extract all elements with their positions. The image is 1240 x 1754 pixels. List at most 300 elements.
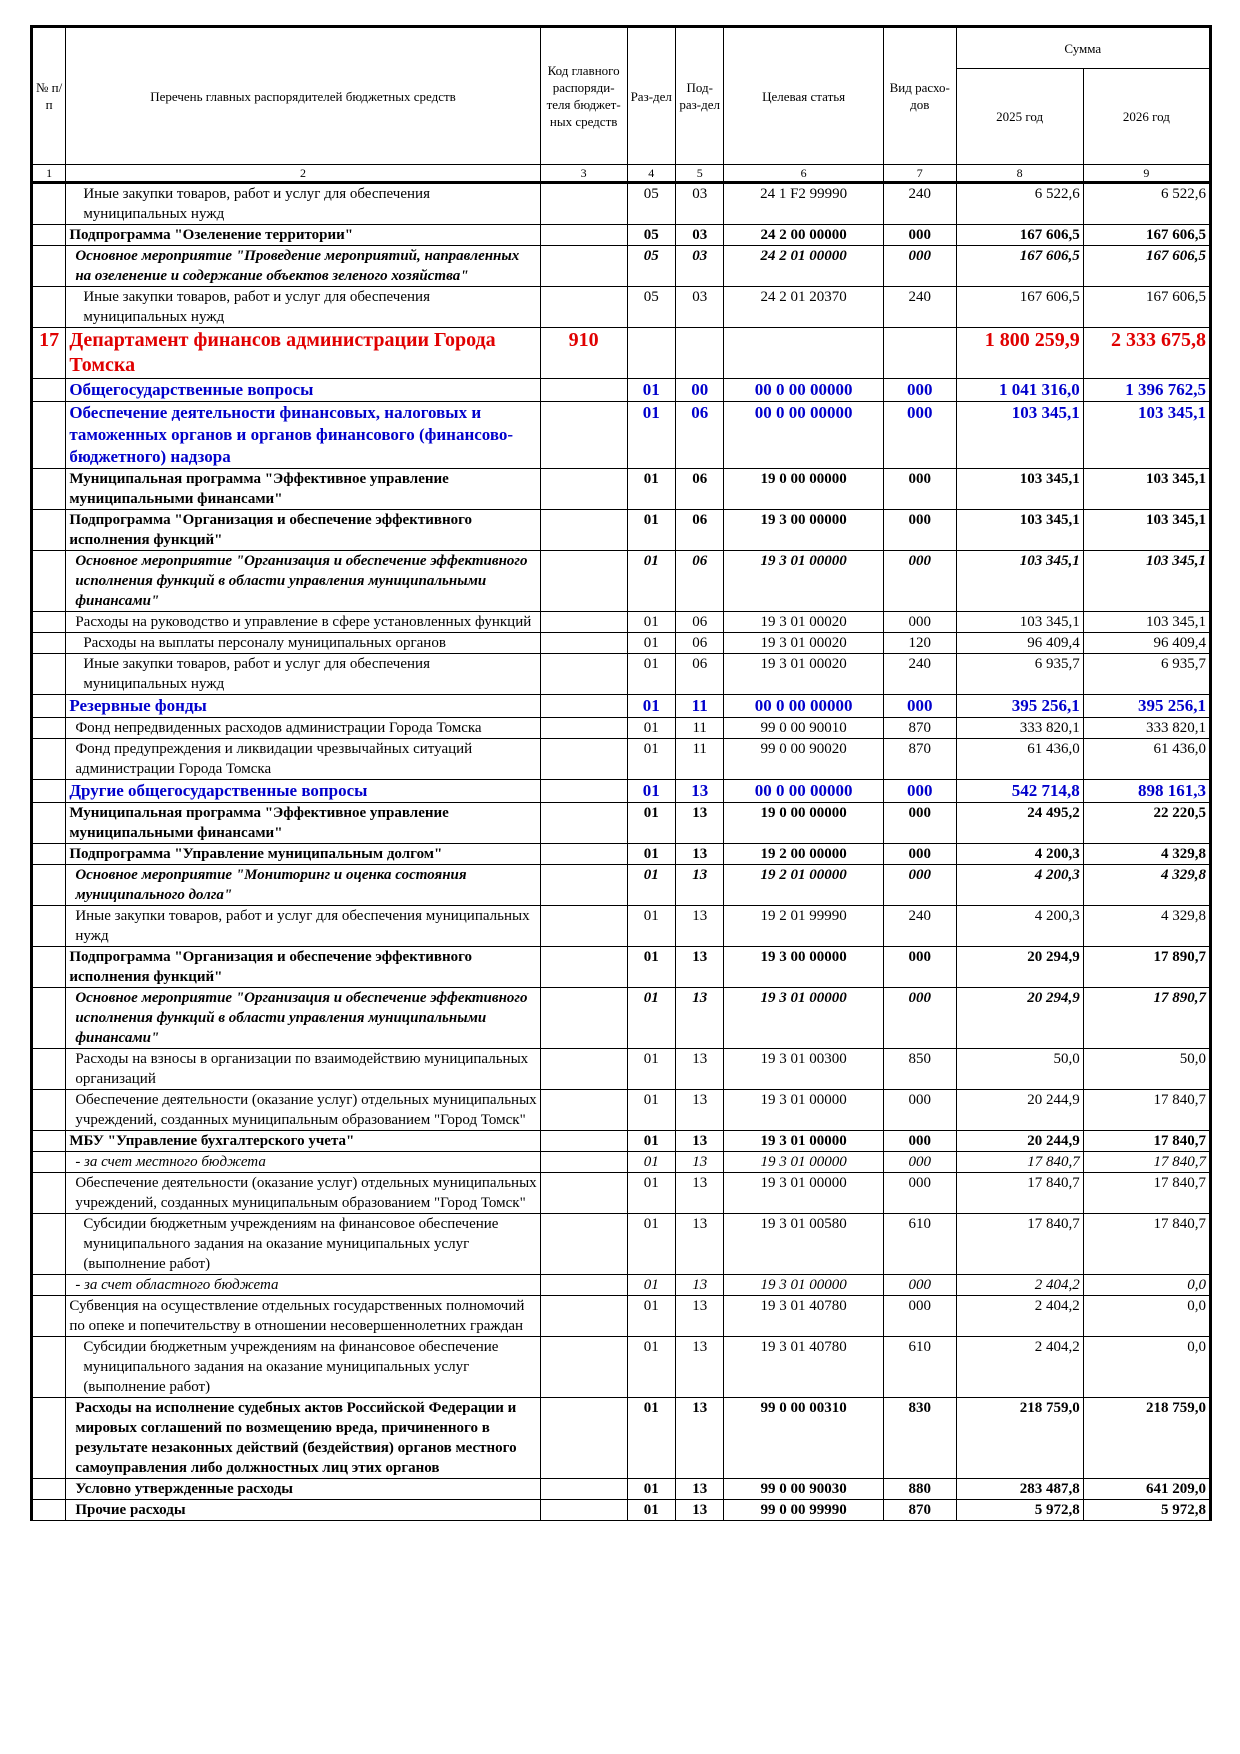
table-row <box>32 633 1211 654</box>
row-number <box>32 803 66 844</box>
row-razdel: 01 <box>627 1337 675 1398</box>
table-row <box>32 1398 1211 1479</box>
row-sum-2025: 50,0 <box>956 1049 1083 1090</box>
row-target: 99 0 00 90020 <box>724 739 883 780</box>
row-sum-2025: 103 345,1 <box>956 551 1083 612</box>
row-name <box>66 906 540 947</box>
row-name <box>66 865 540 906</box>
row-target: 24 2 01 00000 <box>724 246 883 287</box>
row-sum-2025: 103 345,1 <box>956 510 1083 551</box>
row-name <box>66 739 540 780</box>
row-target: 99 0 00 99990 <box>724 1500 883 1521</box>
row-podrazdel: 03 <box>675 225 723 246</box>
row-number: 17 <box>32 328 66 379</box>
row-code <box>540 1152 627 1173</box>
row-name <box>66 612 540 633</box>
row-name: Подпрограмма "Организация и обеспечение эффективного исполнения функций" <box>66 510 540 551</box>
row-target: 19 0 00 00000 <box>724 469 883 510</box>
row-sum-2025: 333 820,1 <box>956 718 1083 739</box>
row-name-text: Иные закупки товаров, работ и услуг для обеспечения муниципальных нужд <box>83 186 430 222</box>
row-podrazdel: 13 <box>675 1398 723 1479</box>
row-name-text: Основное мероприятие "Организация и обеспечение эффективного исполнения функций в области управления муниципальными финансами" <box>75 990 528 1046</box>
row-number <box>32 739 66 780</box>
row-vid: 000 <box>883 612 956 633</box>
row-name <box>66 287 540 328</box>
row-target: 99 0 00 00310 <box>724 1398 883 1479</box>
row-razdel: 01 <box>627 739 675 780</box>
row-podrazdel: 13 <box>675 1131 723 1152</box>
row-sum-2026: 5 972,8 <box>1083 1500 1210 1521</box>
row-sum-2025: 24 495,2 <box>956 803 1083 844</box>
row-vid: 240 <box>883 654 956 695</box>
row-name-text: Субсидии бюджетным учреждениям на финансовое обеспечение муниципального задания на оказание муниципальных услуг (выполнение работ) <box>83 1216 499 1272</box>
row-sum-2025: 17 840,7 <box>956 1214 1083 1275</box>
row-number <box>32 551 66 612</box>
row-name: Субвенция на осуществление отдельных государственных полномочий по опеке и попечительству в отношении несовершеннолетних граждан <box>66 1296 540 1337</box>
row-sum-2026: 4 329,8 <box>1083 844 1210 865</box>
row-sum-2026: 167 606,5 <box>1083 246 1210 287</box>
row-code <box>540 246 627 287</box>
row-razdel: 01 <box>627 402 675 469</box>
colnum-7: 7 <box>883 165 956 183</box>
row-sum-2026: 333 820,1 <box>1083 718 1210 739</box>
header-sum: Сумма <box>956 27 1210 69</box>
row-vid: 000 <box>883 844 956 865</box>
row-code <box>540 906 627 947</box>
row-code <box>540 183 627 225</box>
row-number <box>32 1090 66 1131</box>
header-num: № п/п <box>32 27 66 165</box>
row-number <box>32 1275 66 1296</box>
header-vid: Вид расхо-дов <box>883 27 956 165</box>
row-target: 00 0 00 00000 <box>724 780 883 803</box>
table-row <box>32 739 1211 780</box>
row-code <box>540 1090 627 1131</box>
row-razdel: 01 <box>627 1479 675 1500</box>
row-vid: 000 <box>883 1131 956 1152</box>
row-podrazdel: 13 <box>675 947 723 988</box>
row-podrazdel: 13 <box>675 1296 723 1337</box>
row-code <box>540 1173 627 1214</box>
row-sum-2025: 103 345,1 <box>956 402 1083 469</box>
row-name <box>66 1173 540 1214</box>
table-row <box>32 551 1211 612</box>
row-target: 19 3 01 00300 <box>724 1049 883 1090</box>
row-sum-2026: 0,0 <box>1083 1296 1210 1337</box>
row-code <box>540 865 627 906</box>
row-vid: 000 <box>883 947 956 988</box>
row-sum-2025: 17 840,7 <box>956 1173 1083 1214</box>
row-target: 19 3 01 00020 <box>724 612 883 633</box>
colnum-8: 8 <box>956 165 1083 183</box>
table-row <box>32 1090 1211 1131</box>
row-sum-2026: 103 345,1 <box>1083 469 1210 510</box>
row-code <box>540 1214 627 1275</box>
row-name: Резервные фонды <box>66 695 540 718</box>
row-podrazdel: 13 <box>675 1479 723 1500</box>
row-podrazdel: 00 <box>675 379 723 402</box>
row-code <box>540 1049 627 1090</box>
row-name-text: Фонд непредвиденных расходов администрации Города Томска <box>75 720 482 736</box>
row-podrazdel: 03 <box>675 183 723 225</box>
table-row <box>32 906 1211 947</box>
row-razdel: 01 <box>627 1090 675 1131</box>
header-code: Код главного распоряди-теля бюджет-ных средств <box>540 27 627 165</box>
row-vid: 870 <box>883 739 956 780</box>
row-sum-2025: 6 935,7 <box>956 654 1083 695</box>
table-row <box>32 718 1211 739</box>
row-name-text: Иные закупки товаров, работ и услуг для обеспечения муниципальных нужд <box>83 656 430 692</box>
row-sum-2025: 395 256,1 <box>956 695 1083 718</box>
row-code <box>540 1337 627 1398</box>
budget-table <box>30 25 1212 1521</box>
row-name-text: Расходы на взносы в организации по взаимодействию муниципальных организаций <box>75 1051 529 1087</box>
table-row <box>32 469 1211 510</box>
row-vid: 000 <box>883 551 956 612</box>
row-vid: 000 <box>883 402 956 469</box>
row-sum-2025: 61 436,0 <box>956 739 1083 780</box>
colnum-2: 2 <box>66 165 540 183</box>
row-code <box>540 402 627 469</box>
row-number <box>32 695 66 718</box>
table-row <box>32 379 1211 402</box>
table-row <box>32 865 1211 906</box>
row-podrazdel: 03 <box>675 287 723 328</box>
table-row <box>32 1214 1211 1275</box>
row-code <box>540 633 627 654</box>
row-podrazdel: 13 <box>675 865 723 906</box>
row-name: Подпрограмма "Управление муниципальным долгом" <box>66 844 540 865</box>
row-sum-2026: 50,0 <box>1083 1049 1210 1090</box>
row-name: Общегосударственные вопросы <box>66 379 540 402</box>
row-razdel: 05 <box>627 183 675 225</box>
row-name <box>66 551 540 612</box>
row-code <box>540 718 627 739</box>
row-target: 19 3 00 00000 <box>724 510 883 551</box>
row-sum-2025: 5 972,8 <box>956 1500 1083 1521</box>
row-target: 00 0 00 00000 <box>724 695 883 718</box>
row-razdel: 01 <box>627 633 675 654</box>
row-target: 19 0 00 00000 <box>724 803 883 844</box>
budget-sheet <box>30 25 1212 1521</box>
colnum-6: 6 <box>724 165 883 183</box>
row-code <box>540 780 627 803</box>
row-name-text: Обеспечение деятельности (оказание услуг) отдельных муниципальных учреждений, созданных муниципальным образованием "Город Томск" <box>75 1092 537 1128</box>
row-name <box>66 718 540 739</box>
row-sum-2026: 17 840,7 <box>1083 1173 1210 1214</box>
row-razdel: 05 <box>627 225 675 246</box>
row-vid: 000 <box>883 246 956 287</box>
row-number <box>32 1337 66 1398</box>
row-vid: 240 <box>883 183 956 225</box>
row-podrazdel: 13 <box>675 844 723 865</box>
row-target: 19 2 01 00000 <box>724 865 883 906</box>
row-sum-2026: 167 606,5 <box>1083 287 1210 328</box>
row-sum-2025: 4 200,3 <box>956 906 1083 947</box>
header-target: Целевая статья <box>724 27 883 165</box>
row-name: Обеспечение деятельности финансовых, налоговых и таможенных органов и органов финансового (финансово-бюджетного) надзора <box>66 402 540 469</box>
row-razdel: 01 <box>627 1152 675 1173</box>
row-name <box>66 633 540 654</box>
row-podrazdel: 13 <box>675 1214 723 1275</box>
row-razdel: 01 <box>627 1296 675 1337</box>
row-sum-2026: 103 345,1 <box>1083 612 1210 633</box>
row-target: 19 3 01 00020 <box>724 633 883 654</box>
row-vid: 830 <box>883 1398 956 1479</box>
row-sum-2026: 1 396 762,5 <box>1083 379 1210 402</box>
row-number <box>32 906 66 947</box>
row-code <box>540 469 627 510</box>
row-target: 00 0 00 00000 <box>724 402 883 469</box>
row-code <box>540 654 627 695</box>
row-code <box>540 695 627 718</box>
row-sum-2025: 20 294,9 <box>956 988 1083 1049</box>
row-vid: 240 <box>883 287 956 328</box>
row-name-text: Основное мероприятие "Организация и обеспечение эффективного исполнения функций в области управления муниципальными финансами" <box>75 553 528 609</box>
row-number <box>32 402 66 469</box>
row-podrazdel: 06 <box>675 654 723 695</box>
row-number <box>32 287 66 328</box>
row-vid: 000 <box>883 1173 956 1214</box>
row-name-text: Расходы на исполнение судебных актов Российской Федерации и мировых соглашений по возмещению вреда, причиненного в результате незаконных действий (бездействия) органов местного самоуправления либо должностных лиц этих органов <box>75 1400 517 1476</box>
row-code <box>540 1275 627 1296</box>
row-vid: 000 <box>883 695 956 718</box>
row-razdel: 01 <box>627 1214 675 1275</box>
row-number <box>32 718 66 739</box>
row-sum-2025: 103 345,1 <box>956 469 1083 510</box>
table-row <box>32 1275 1211 1296</box>
row-name: Другие общегосударственные вопросы <box>66 780 540 803</box>
row-sum-2025: 6 522,6 <box>956 183 1083 225</box>
row-sum-2025: 20 244,9 <box>956 1090 1083 1131</box>
row-code <box>540 844 627 865</box>
table-row <box>32 246 1211 287</box>
row-name <box>66 246 540 287</box>
row-razdel: 01 <box>627 1275 675 1296</box>
row-sum-2026: 103 345,1 <box>1083 510 1210 551</box>
row-sum-2026: 17 890,7 <box>1083 988 1210 1049</box>
row-vid: 000 <box>883 1296 956 1337</box>
row-name <box>66 1275 540 1296</box>
row-sum-2026: 103 345,1 <box>1083 551 1210 612</box>
row-podrazdel: 13 <box>675 1173 723 1214</box>
table-row <box>32 695 1211 718</box>
row-sum-2025: 17 840,7 <box>956 1152 1083 1173</box>
row-target: 19 3 01 00000 <box>724 551 883 612</box>
row-vid: 000 <box>883 1152 956 1173</box>
row-vid: 610 <box>883 1337 956 1398</box>
row-name <box>66 654 540 695</box>
row-number <box>32 1049 66 1090</box>
table-row <box>32 780 1211 803</box>
row-sum-2026: 17 840,7 <box>1083 1131 1210 1152</box>
row-sum-2025: 2 404,2 <box>956 1296 1083 1337</box>
row-podrazdel: 11 <box>675 739 723 780</box>
row-name <box>66 1049 540 1090</box>
row-number <box>32 612 66 633</box>
row-razdel: 01 <box>627 844 675 865</box>
row-code <box>540 1131 627 1152</box>
table-row <box>32 510 1211 551</box>
row-razdel <box>627 328 675 379</box>
row-name-text: Основное мероприятие "Проведение мероприятий, направленных на озеленение и содержание объектов зеленого хозяйства" <box>75 248 520 284</box>
row-sum-2025: 20 294,9 <box>956 947 1083 988</box>
row-name-text: Расходы на выплаты персоналу муниципальных органов <box>83 635 446 651</box>
row-target: 00 0 00 00000 <box>724 379 883 402</box>
row-sum-2025: 167 606,5 <box>956 246 1083 287</box>
row-razdel: 01 <box>627 988 675 1049</box>
row-podrazdel: 13 <box>675 988 723 1049</box>
row-vid: 000 <box>883 510 956 551</box>
table-row <box>32 1049 1211 1090</box>
table-row <box>32 1500 1211 1521</box>
row-name: Подпрограмма "Организация и обеспечение эффективного исполнения функций" <box>66 947 540 988</box>
row-vid: 120 <box>883 633 956 654</box>
row-sum-2025: 2 404,2 <box>956 1275 1083 1296</box>
row-sum-2025: 542 714,8 <box>956 780 1083 803</box>
row-razdel: 01 <box>627 612 675 633</box>
row-sum-2025: 2 404,2 <box>956 1337 1083 1398</box>
row-podrazdel: 13 <box>675 906 723 947</box>
table-body <box>32 183 1211 1521</box>
row-podrazdel: 06 <box>675 633 723 654</box>
row-target: 19 3 01 00020 <box>724 654 883 695</box>
row-podrazdel: 13 <box>675 1090 723 1131</box>
row-number <box>32 1479 66 1500</box>
row-name-text: Субсидии бюджетным учреждениям на финансовое обеспечение муниципального задания на оказание муниципальных услуг (выполнение работ) <box>83 1339 499 1395</box>
header-razdel: Раз-дел <box>627 27 675 165</box>
row-podrazdel: 13 <box>675 803 723 844</box>
row-sum-2025: 4 200,3 <box>956 844 1083 865</box>
row-name-text: Условно утвержденные расходы <box>75 1481 293 1497</box>
row-podrazdel: 13 <box>675 1337 723 1398</box>
row-number <box>32 633 66 654</box>
row-sum-2025: 1 041 316,0 <box>956 379 1083 402</box>
row-podrazdel: 13 <box>675 1500 723 1521</box>
row-name: МБУ "Управление бухгалтерского учета" <box>66 1131 540 1152</box>
row-razdel: 01 <box>627 718 675 739</box>
table-row <box>32 328 1211 379</box>
row-target: 19 3 00 00000 <box>724 947 883 988</box>
row-vid: 000 <box>883 865 956 906</box>
row-sum-2026: 17 840,7 <box>1083 1214 1210 1275</box>
row-target: 19 3 01 40780 <box>724 1337 883 1398</box>
row-sum-2026: 4 329,8 <box>1083 906 1210 947</box>
row-podrazdel <box>675 328 723 379</box>
row-sum-2026: 103 345,1 <box>1083 402 1210 469</box>
row-podrazdel: 11 <box>675 695 723 718</box>
row-sum-2026: 17 890,7 <box>1083 947 1210 988</box>
row-name-text: Прочие расходы <box>75 1502 186 1518</box>
row-sum-2026: 17 840,7 <box>1083 1152 1210 1173</box>
row-code <box>540 739 627 780</box>
table-row <box>32 803 1211 844</box>
row-target: 19 3 01 00000 <box>724 1131 883 1152</box>
row-vid: 870 <box>883 718 956 739</box>
row-target: 24 2 00 00000 <box>724 225 883 246</box>
row-sum-2026: 0,0 <box>1083 1275 1210 1296</box>
row-razdel: 05 <box>627 246 675 287</box>
row-sum-2026: 0,0 <box>1083 1337 1210 1398</box>
row-razdel: 01 <box>627 1173 675 1214</box>
row-code <box>540 947 627 988</box>
row-target: 19 3 01 00000 <box>724 1173 883 1214</box>
row-razdel: 01 <box>627 551 675 612</box>
row-name: Муниципальная программа "Эффективное управление муниципальными финансами" <box>66 803 540 844</box>
row-number <box>32 780 66 803</box>
row-number <box>32 1131 66 1152</box>
row-vid: 000 <box>883 780 956 803</box>
row-razdel: 01 <box>627 780 675 803</box>
row-code <box>540 803 627 844</box>
row-sum-2026: 96 409,4 <box>1083 633 1210 654</box>
row-name <box>66 1337 540 1398</box>
table-row <box>32 287 1211 328</box>
row-target: 19 3 01 00000 <box>724 1152 883 1173</box>
row-number <box>32 1296 66 1337</box>
row-number <box>32 379 66 402</box>
row-number <box>32 1152 66 1173</box>
row-podrazdel: 06 <box>675 469 723 510</box>
row-target: 24 2 01 20370 <box>724 287 883 328</box>
row-vid: 000 <box>883 379 956 402</box>
table-row <box>32 844 1211 865</box>
row-podrazdel: 06 <box>675 510 723 551</box>
row-sum-2025: 167 606,5 <box>956 287 1083 328</box>
row-sum-2026: 641 209,0 <box>1083 1479 1210 1500</box>
row-code <box>540 1296 627 1337</box>
colnum-1: 1 <box>32 165 66 183</box>
row-number <box>32 654 66 695</box>
row-code <box>540 1479 627 1500</box>
row-sum-2025: 4 200,3 <box>956 865 1083 906</box>
row-name: Департамент финансов администрации Города Томска <box>66 328 540 379</box>
row-name <box>66 1090 540 1131</box>
row-sum-2026: 4 329,8 <box>1083 865 1210 906</box>
row-name <box>66 988 540 1049</box>
row-number <box>32 246 66 287</box>
table-row <box>32 1152 1211 1173</box>
row-number <box>32 510 66 551</box>
table-row <box>32 225 1211 246</box>
table-row <box>32 947 1211 988</box>
row-target: 19 3 01 00000 <box>724 988 883 1049</box>
row-name <box>66 183 540 225</box>
table-row <box>32 1296 1211 1337</box>
row-number <box>32 865 66 906</box>
row-razdel: 01 <box>627 1049 675 1090</box>
row-sum-2025: 283 487,8 <box>956 1479 1083 1500</box>
row-vid: 610 <box>883 1214 956 1275</box>
colnum-9: 9 <box>1083 165 1210 183</box>
row-vid: 850 <box>883 1049 956 1090</box>
row-target: 24 1 F2 99990 <box>724 183 883 225</box>
row-target: 19 3 01 40780 <box>724 1296 883 1337</box>
row-number <box>32 1173 66 1214</box>
row-code <box>540 287 627 328</box>
table-row <box>32 1337 1211 1398</box>
row-razdel: 01 <box>627 695 675 718</box>
row-razdel: 01 <box>627 906 675 947</box>
row-razdel: 01 <box>627 947 675 988</box>
row-name-text: Обеспечение деятельности (оказание услуг) отдельных муниципальных учреждений, созданных муниципальным образованием "Город Томск" <box>75 1175 537 1211</box>
row-code <box>540 510 627 551</box>
table-row <box>32 402 1211 469</box>
row-code <box>540 1500 627 1521</box>
table-row <box>32 612 1211 633</box>
row-sum-2025: 20 244,9 <box>956 1131 1083 1152</box>
row-sum-2026: 2 333 675,8 <box>1083 328 1210 379</box>
